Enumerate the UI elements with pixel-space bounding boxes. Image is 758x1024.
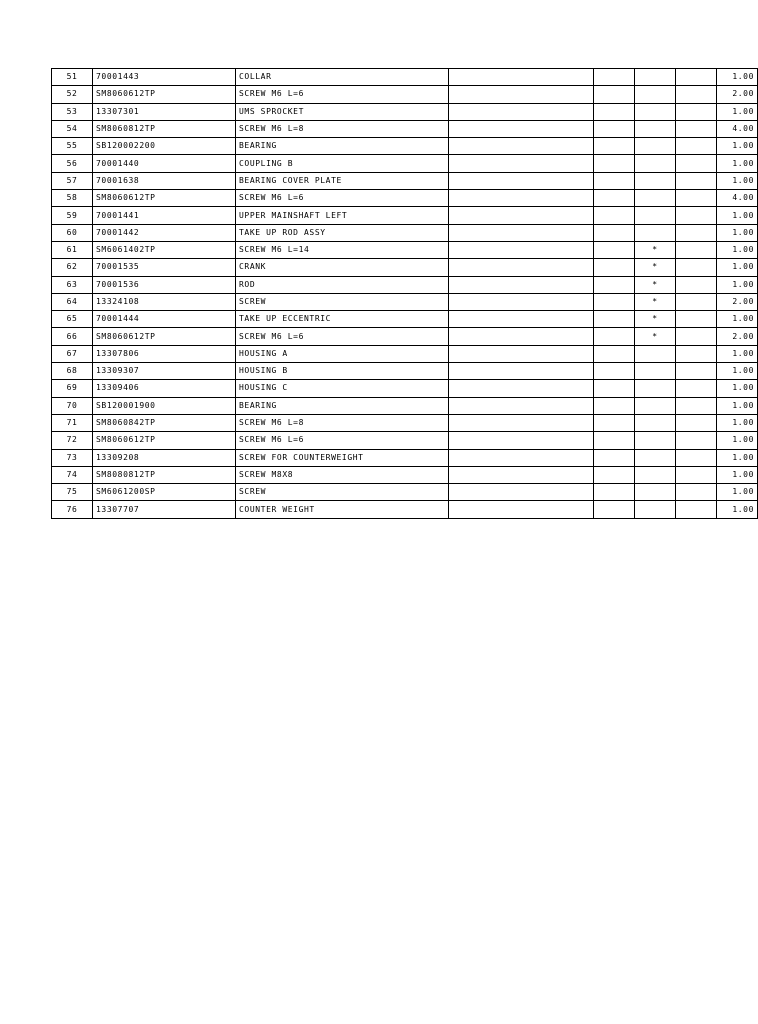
part-number: 70001443	[93, 69, 236, 86]
part-number: 13307707	[93, 501, 236, 518]
blank-cell	[594, 207, 635, 224]
remarks-cell	[449, 69, 594, 86]
table-row	[52, 449, 758, 466]
table-row	[52, 120, 758, 137]
item-number: 59	[52, 207, 93, 224]
part-number: SM8060612TP	[93, 86, 236, 103]
mark-cell: *	[635, 276, 676, 293]
quantity: 4.00	[717, 190, 758, 207]
quantity: 4.00	[717, 120, 758, 137]
part-description: SCREW	[236, 293, 449, 310]
part-description: SCREW M6 L=6	[236, 86, 449, 103]
blank-cell	[676, 501, 717, 518]
part-description: COUPLING B	[236, 155, 449, 172]
quantity: 1.00	[717, 449, 758, 466]
part-description: TAKE UP ECCENTRIC	[236, 311, 449, 328]
item-number: 75	[52, 484, 93, 501]
part-description: HOUSING B	[236, 363, 449, 380]
part-number: SM8060812TP	[93, 120, 236, 137]
remarks-cell	[449, 259, 594, 276]
blank-cell	[676, 259, 717, 276]
part-number: 70001444	[93, 311, 236, 328]
blank-cell	[676, 120, 717, 137]
quantity: 1.00	[717, 311, 758, 328]
blank-cell	[594, 86, 635, 103]
blank-cell	[594, 259, 635, 276]
blank-cell	[676, 466, 717, 483]
mark-cell	[635, 172, 676, 189]
blank-cell	[676, 224, 717, 241]
item-number: 53	[52, 103, 93, 120]
quantity: 2.00	[717, 293, 758, 310]
quantity: 1.00	[717, 241, 758, 258]
blank-cell	[676, 241, 717, 258]
table-row	[52, 138, 758, 155]
remarks-cell	[449, 120, 594, 137]
table-row	[52, 190, 758, 207]
remarks-cell	[449, 311, 594, 328]
table-row	[52, 466, 758, 483]
part-number: 70001442	[93, 224, 236, 241]
quantity: 1.00	[717, 259, 758, 276]
remarks-cell	[449, 345, 594, 362]
blank-cell	[594, 155, 635, 172]
part-number: 13324108	[93, 293, 236, 310]
part-number: 13309208	[93, 449, 236, 466]
table-row	[52, 241, 758, 258]
part-description: UMS SPROCKET	[236, 103, 449, 120]
blank-cell	[676, 484, 717, 501]
blank-cell	[676, 207, 717, 224]
part-number: 13309307	[93, 363, 236, 380]
remarks-cell	[449, 397, 594, 414]
item-number: 54	[52, 120, 93, 137]
blank-cell	[676, 69, 717, 86]
part-number: SM6061402TP	[93, 241, 236, 258]
blank-cell	[594, 501, 635, 518]
blank-cell	[594, 345, 635, 362]
quantity: 1.00	[717, 466, 758, 483]
table-row	[52, 484, 758, 501]
blank-cell	[594, 172, 635, 189]
quantity: 1.00	[717, 380, 758, 397]
remarks-cell	[449, 155, 594, 172]
blank-cell	[594, 103, 635, 120]
part-number: 70001536	[93, 276, 236, 293]
mark-cell: *	[635, 311, 676, 328]
remarks-cell	[449, 172, 594, 189]
table-row	[52, 380, 758, 397]
remarks-cell	[449, 207, 594, 224]
part-description: ROD	[236, 276, 449, 293]
item-number: 58	[52, 190, 93, 207]
part-number: SB120001900	[93, 397, 236, 414]
remarks-cell	[449, 449, 594, 466]
blank-cell	[676, 345, 717, 362]
table-row	[52, 86, 758, 103]
item-number: 71	[52, 414, 93, 431]
blank-cell	[594, 69, 635, 86]
part-description: BEARING	[236, 138, 449, 155]
item-number: 57	[52, 172, 93, 189]
blank-cell	[594, 276, 635, 293]
table-row	[52, 397, 758, 414]
item-number: 69	[52, 380, 93, 397]
item-number: 51	[52, 69, 93, 86]
blank-cell	[676, 449, 717, 466]
blank-cell	[594, 432, 635, 449]
remarks-cell	[449, 190, 594, 207]
table-row	[52, 501, 758, 518]
quantity: 1.00	[717, 345, 758, 362]
mark-cell	[635, 120, 676, 137]
quantity: 2.00	[717, 328, 758, 345]
item-number: 62	[52, 259, 93, 276]
mark-cell	[635, 207, 676, 224]
quantity: 1.00	[717, 138, 758, 155]
blank-cell	[676, 397, 717, 414]
table-row	[52, 69, 758, 86]
blank-cell	[676, 311, 717, 328]
blank-cell	[676, 432, 717, 449]
part-number: SM6061200SP	[93, 484, 236, 501]
remarks-cell	[449, 414, 594, 431]
item-number: 56	[52, 155, 93, 172]
part-description: TAKE UP ROD ASSY	[236, 224, 449, 241]
table-row	[52, 432, 758, 449]
part-description: SCREW	[236, 484, 449, 501]
part-number: 13309406	[93, 380, 236, 397]
part-description: HOUSING A	[236, 345, 449, 362]
blank-cell	[594, 363, 635, 380]
remarks-cell	[449, 103, 594, 120]
blank-cell	[594, 484, 635, 501]
part-number: 70001638	[93, 172, 236, 189]
remarks-cell	[449, 241, 594, 258]
mark-cell: *	[635, 293, 676, 310]
mark-cell: *	[635, 241, 676, 258]
part-number: 13307806	[93, 345, 236, 362]
table-row	[52, 345, 758, 362]
part-number: SM8060612TP	[93, 328, 236, 345]
part-description: SCREW M6 L=6	[236, 190, 449, 207]
mark-cell	[635, 449, 676, 466]
mark-cell	[635, 103, 676, 120]
remarks-cell	[449, 380, 594, 397]
table-row	[52, 103, 758, 120]
blank-cell	[594, 380, 635, 397]
blank-cell	[594, 138, 635, 155]
blank-cell	[594, 466, 635, 483]
item-number: 55	[52, 138, 93, 155]
mark-cell	[635, 466, 676, 483]
remarks-cell	[449, 293, 594, 310]
table-row	[52, 311, 758, 328]
table-row	[52, 414, 758, 431]
part-description: UPPER MAINSHAFT LEFT	[236, 207, 449, 224]
item-number: 72	[52, 432, 93, 449]
table-row	[52, 224, 758, 241]
item-number: 52	[52, 86, 93, 103]
blank-cell	[676, 363, 717, 380]
quantity: 1.00	[717, 155, 758, 172]
mark-cell	[635, 363, 676, 380]
table-row	[52, 172, 758, 189]
table-row	[52, 293, 758, 310]
quantity: 1.00	[717, 414, 758, 431]
quantity: 1.00	[717, 207, 758, 224]
part-number: 70001440	[93, 155, 236, 172]
part-number: 70001535	[93, 259, 236, 276]
blank-cell	[594, 397, 635, 414]
item-number: 74	[52, 466, 93, 483]
remarks-cell	[449, 86, 594, 103]
item-number: 68	[52, 363, 93, 380]
part-description: COLLAR	[236, 69, 449, 86]
table-row	[52, 363, 758, 380]
table-row	[52, 276, 758, 293]
blank-cell	[594, 224, 635, 241]
blank-cell	[594, 328, 635, 345]
item-number: 67	[52, 345, 93, 362]
quantity: 1.00	[717, 432, 758, 449]
table-row	[52, 328, 758, 345]
blank-cell	[676, 276, 717, 293]
item-number: 76	[52, 501, 93, 518]
blank-cell	[676, 138, 717, 155]
blank-cell	[676, 172, 717, 189]
item-number: 63	[52, 276, 93, 293]
table-row	[52, 155, 758, 172]
remarks-cell	[449, 466, 594, 483]
mark-cell	[635, 138, 676, 155]
mark-cell: *	[635, 259, 676, 276]
item-number: 70	[52, 397, 93, 414]
table-row	[52, 207, 758, 224]
quantity: 1.00	[717, 69, 758, 86]
mark-cell	[635, 432, 676, 449]
part-description: BEARING COVER PLATE	[236, 172, 449, 189]
part-description: SCREW M6 L=8	[236, 120, 449, 137]
mark-cell: *	[635, 328, 676, 345]
blank-cell	[594, 414, 635, 431]
blank-cell	[676, 103, 717, 120]
remarks-cell	[449, 276, 594, 293]
mark-cell	[635, 190, 676, 207]
item-number: 66	[52, 328, 93, 345]
remarks-cell	[449, 501, 594, 518]
blank-cell	[594, 311, 635, 328]
part-number: SM8080812TP	[93, 466, 236, 483]
part-number: SB120002200	[93, 138, 236, 155]
blank-cell	[676, 328, 717, 345]
remarks-cell	[449, 432, 594, 449]
blank-cell	[676, 155, 717, 172]
quantity: 1.00	[717, 501, 758, 518]
blank-cell	[594, 241, 635, 258]
part-number: 13307301	[93, 103, 236, 120]
item-number: 61	[52, 241, 93, 258]
part-description: CRANK	[236, 259, 449, 276]
blank-cell	[676, 293, 717, 310]
remarks-cell	[449, 484, 594, 501]
item-number: 60	[52, 224, 93, 241]
part-description: SCREW M6 L=14	[236, 241, 449, 258]
part-description: SCREW M6 L=8	[236, 414, 449, 431]
quantity: 2.00	[717, 86, 758, 103]
mark-cell	[635, 501, 676, 518]
part-description: SCREW M6 L=6	[236, 432, 449, 449]
quantity: 1.00	[717, 484, 758, 501]
remarks-cell	[449, 224, 594, 241]
blank-cell	[594, 449, 635, 466]
blank-cell	[676, 86, 717, 103]
mark-cell	[635, 380, 676, 397]
quantity: 1.00	[717, 276, 758, 293]
part-description: SCREW M8X8	[236, 466, 449, 483]
mark-cell	[635, 155, 676, 172]
table-row	[52, 259, 758, 276]
mark-cell	[635, 69, 676, 86]
parts-list-table	[51, 68, 758, 519]
mark-cell	[635, 484, 676, 501]
mark-cell	[635, 224, 676, 241]
quantity: 1.00	[717, 397, 758, 414]
remarks-cell	[449, 363, 594, 380]
item-number: 65	[52, 311, 93, 328]
blank-cell	[594, 293, 635, 310]
blank-cell	[676, 414, 717, 431]
part-number: SM8060842TP	[93, 414, 236, 431]
quantity: 1.00	[717, 103, 758, 120]
part-description: BEARING	[236, 397, 449, 414]
blank-cell	[676, 190, 717, 207]
remarks-cell	[449, 328, 594, 345]
item-number: 73	[52, 449, 93, 466]
part-number: 70001441	[93, 207, 236, 224]
mark-cell	[635, 414, 676, 431]
part-description: SCREW FOR COUNTERWEIGHT	[236, 449, 449, 466]
part-description: SCREW M6 L=6	[236, 328, 449, 345]
item-number: 64	[52, 293, 93, 310]
remarks-cell	[449, 138, 594, 155]
blank-cell	[594, 190, 635, 207]
part-description: HOUSING C	[236, 380, 449, 397]
mark-cell	[635, 86, 676, 103]
blank-cell	[594, 120, 635, 137]
part-number: SM8060612TP	[93, 432, 236, 449]
quantity: 1.00	[717, 172, 758, 189]
mark-cell	[635, 397, 676, 414]
mark-cell	[635, 345, 676, 362]
quantity: 1.00	[717, 224, 758, 241]
blank-cell	[676, 380, 717, 397]
parts-list-body	[52, 69, 758, 519]
part-description: COUNTER WEIGHT	[236, 501, 449, 518]
part-number: SM8060612TP	[93, 190, 236, 207]
quantity: 1.00	[717, 363, 758, 380]
